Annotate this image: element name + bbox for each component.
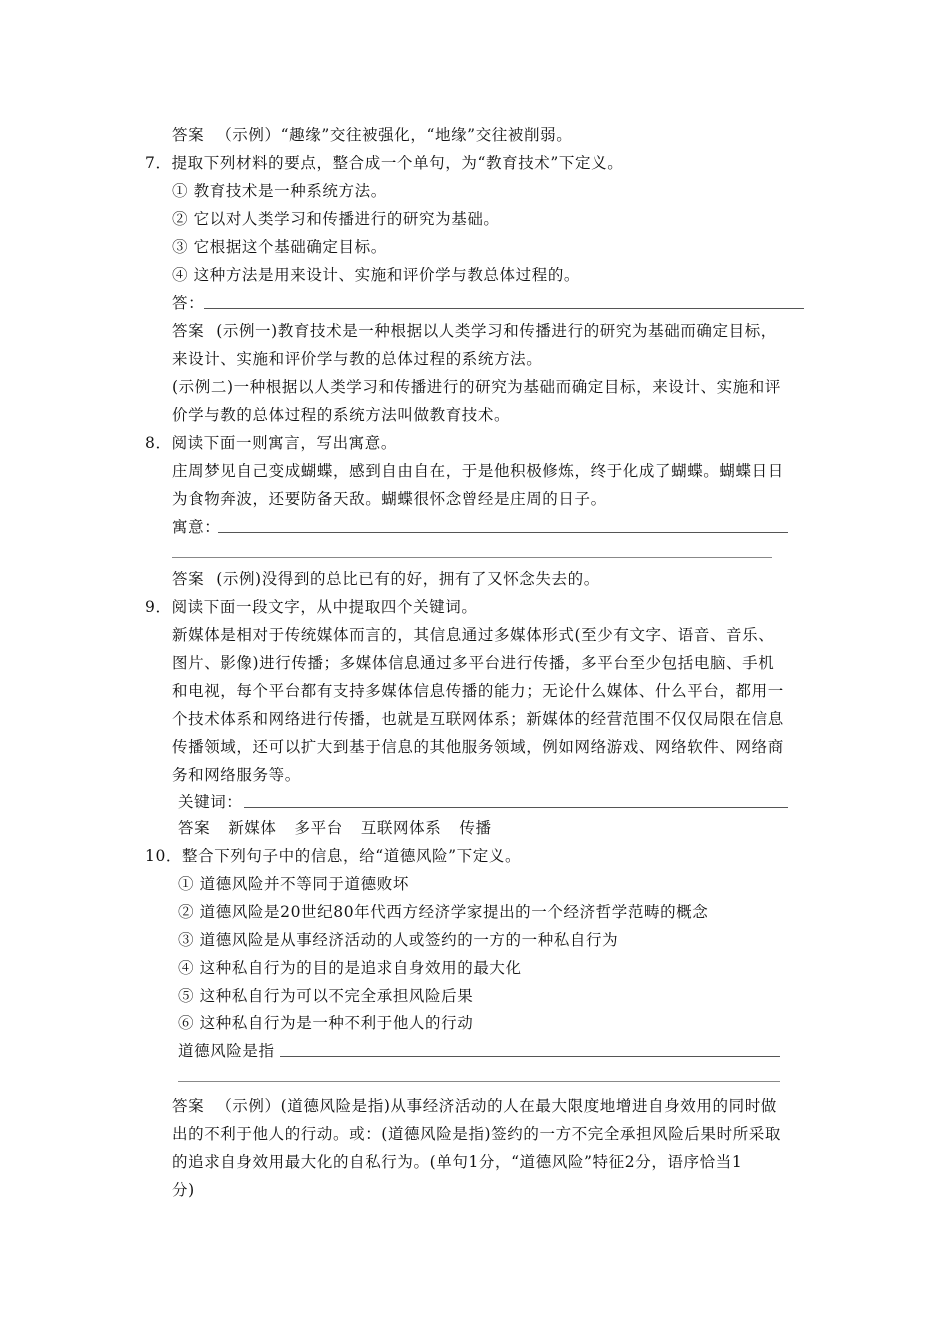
q8-answer-line[interactable] [218, 532, 788, 533]
q8-passage-line-1: 庄周梦见自己变成蝴蝶，感到自由自在，于是他积极修炼，终于化成了蝴蝶。蝴蝶日日 [172, 462, 784, 480]
answer-6 [172, 125, 572, 145]
q10-answer-line-4: 分) [172, 1181, 195, 1199]
keyword-3: 互联网体系 [360, 819, 442, 837]
q9-answer-prefix: 关键词： [178, 793, 243, 811]
q9-passage-line-6: 务和网络服务等。 [172, 766, 301, 784]
q9-passage-line-2: 图片、影像)进行传播；多媒体信息通过多平台进行传播，多平台至少包括电脑、手机 [172, 654, 775, 672]
q10-item-2: ② 道德风险是20世纪80年代西方经济学家提出的一个经济哲学范畴的概念 [178, 903, 709, 921]
q7-answer-line-4: 价学与教的总体过程的系统方法叫做教育技术。 [172, 406, 511, 424]
q10-item-5: ⑤ 这种私自行为可以不完全承担风险后果 [178, 987, 474, 1005]
answer-example: （示例） [216, 1097, 281, 1115]
q10-answer-line-1 [172, 1096, 777, 1116]
q8-passage-line-2: 为食物奔波，还要防备天敌。蝴蝶很怀念曾经是庄周的日子。 [172, 490, 607, 508]
q10-item-1: ① 道德风险并不等同于道德败坏 [178, 875, 409, 893]
q7-answer-line[interactable] [204, 308, 804, 309]
question-8 [145, 433, 397, 453]
q8-answer-line-extra[interactable] [172, 557, 772, 558]
q10-answer-prefix: 道德风险是指 [178, 1042, 275, 1060]
q10-item-4: ④ 这种私自行为的目的是追求自身效用的最大化 [178, 959, 522, 977]
q7-item-2: ② 它以对人类学习和传播进行的研究为基础。 [172, 210, 500, 228]
q10-item-3: ③ 道德风险是从事经济活动的人或签约的一方的一种私自行为 [178, 931, 619, 949]
q9-passage-line-5: 传播领域，还可以扩大到基于信息的其他服务领域，例如网络游戏、网络软件、网络商 [172, 738, 784, 756]
q10-answer-line-extra[interactable] [178, 1081, 780, 1082]
question-prompt: 提取下列材料的要点，整合成一个单句，为“教育技术”下定义。 [171, 154, 624, 172]
q9-passage-line-3: 和电视，每个平台都有支持多媒体信息传播的能力；无论什么媒体、什么平台，都用一 [172, 682, 784, 700]
question-prompt: 阅读下面一段文字，从中提取四个关键词。 [171, 598, 478, 616]
answer-label: 答案 [172, 1097, 205, 1115]
answer-text: (道德风险是指)从事经济活动的人在最大限度地增进自身效用的同时做 [280, 1097, 777, 1115]
q9-passage-line-1: 新媒体是相对于传统媒体而言的，其信息通过多媒体形式(至少有文字、语音、音乐、 [172, 626, 775, 644]
keyword-1: 新媒体 [228, 819, 277, 837]
q7-item-3: ③ 它根据这个基础确定目标。 [172, 238, 387, 256]
q7-answer-line-3: (示例二)一种根据以人类学习和传播进行的研究为基础而确定目标，来设计、实施和评 [172, 378, 781, 396]
question-number: 10． [145, 847, 183, 865]
q7-answer-prefix: 答： [172, 294, 205, 312]
question-number: 8． [145, 434, 172, 452]
q10-answer-line-3: 的追求自身效用最大化的自私行为。(单句1分，“道德风险”特征2分，语序恰当1 [172, 1153, 743, 1171]
q10-item-6: ⑥ 这种私自行为是一种不利于他人的行动 [178, 1014, 474, 1032]
question-prompt: 阅读下面一则寓言，写出寓意。 [171, 434, 397, 452]
q9-passage-line-4: 个技术体系和网络进行传播，也就是互联网体系；新媒体的经营范围不仅仅局限在信息 [172, 710, 784, 728]
answer-example: （示例） [216, 126, 281, 144]
question-7 [145, 153, 623, 173]
answer-text: (示例一)教育技术是一种根据以人类学习和传播进行的研究为基础而确定目标， [216, 322, 777, 340]
q9-answer-line[interactable] [244, 807, 788, 808]
question-prompt: 整合下列句子中的信息，给“道德风险”下定义。 [182, 847, 522, 865]
answer-label: 答案 [178, 819, 211, 837]
answer-label: 答案 [172, 570, 205, 588]
answer-example: (示例) [216, 570, 262, 588]
question-10 [145, 846, 521, 866]
question-9 [145, 597, 477, 617]
q8-answer [172, 569, 600, 589]
answer-label: 答案 [172, 126, 205, 144]
question-number: 7． [145, 154, 172, 172]
q7-item-1: ① 教育技术是一种系统方法。 [172, 182, 387, 200]
keyword-2: 多平台 [294, 819, 343, 837]
q10-answer-line[interactable] [280, 1056, 780, 1057]
q8-answer-prefix: 寓意： [172, 518, 221, 536]
q9-answer [178, 818, 492, 838]
answer-text: “趣缘”交往被强化，“地缘”交往被削弱。 [280, 126, 573, 144]
keyword-4: 传播 [459, 819, 492, 837]
q10-answer-line-2: 出的不利于他人的行动。或：(道德风险是指)签约的一方不完全承担风险后果时所采取 [172, 1125, 781, 1143]
answer-label: 答案 [172, 322, 205, 340]
q7-item-4: ④ 这种方法是用来设计、实施和评价学与教总体过程的。 [172, 266, 581, 284]
question-number: 9． [145, 598, 172, 616]
answer-text: 没得到的总比已有的好，拥有了又怀念失去的。 [261, 570, 600, 588]
q7-answer-line-2: 来设计、实施和评价学与教的总体过程的系统方法。 [172, 350, 543, 368]
q7-answer-line-1 [172, 321, 777, 341]
